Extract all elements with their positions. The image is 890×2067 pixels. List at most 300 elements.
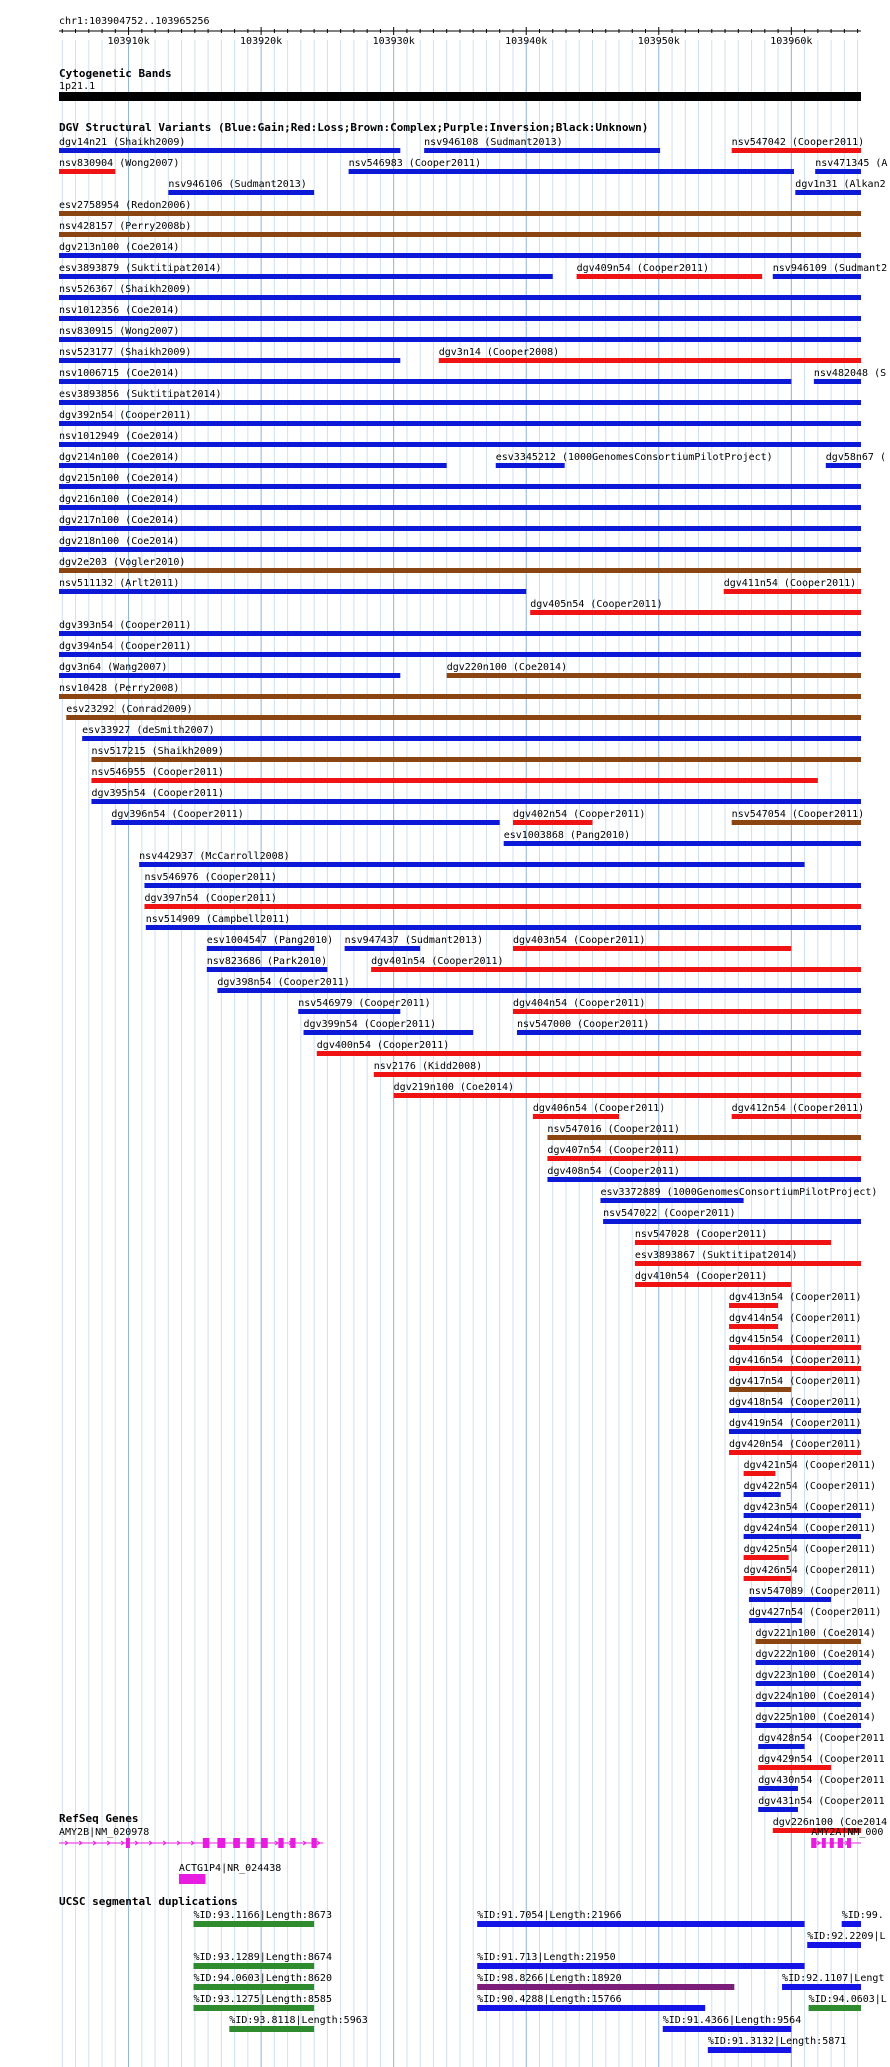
dgv-label: dgv398n54 (Cooper2011) <box>217 977 350 988</box>
dgv-feature[interactable] <box>530 599 861 615</box>
dgv-bar[interactable] <box>146 925 861 930</box>
dgv-bar[interactable] <box>59 211 861 216</box>
refseq-gene[interactable] <box>811 1827 883 1848</box>
dgv-label: dgv421n54 (Cooper2011) <box>743 1460 877 1471</box>
gene-exon[interactable] <box>179 1874 206 1884</box>
segdup-bar[interactable] <box>477 1921 804 1927</box>
dgv-label: dgv396n54 (Cooper2011) <box>111 809 244 820</box>
dgv-label: nsv547089 (Cooper2011) <box>748 1586 882 1597</box>
dgv-bar[interactable] <box>547 1177 861 1182</box>
dgv-bar[interactable] <box>374 1072 861 1077</box>
dgv-label: nsv946109 (Sudmant2 <box>772 263 888 274</box>
dgv-feature[interactable] <box>756 1670 876 1686</box>
cytoband-bar[interactable] <box>59 92 861 101</box>
ruler-tick-label: 103940k <box>505 36 548 47</box>
dgv-bar[interactable] <box>447 673 861 678</box>
dgv-bar[interactable] <box>749 1597 831 1602</box>
ruler-tick-label: 103920k <box>240 36 283 47</box>
dgv-bar[interactable] <box>756 1660 861 1665</box>
gene-exon[interactable] <box>311 1838 316 1848</box>
dgv-bar[interactable] <box>59 400 861 405</box>
dgv-feature[interactable] <box>732 809 864 825</box>
dgv-feature[interactable] <box>814 368 886 384</box>
dgv-bar[interactable] <box>59 526 861 531</box>
dgv-label: dgv402n54 (Cooper2011) <box>512 809 646 820</box>
dgv-label: nsv546983 (Cooper2011) <box>348 158 482 169</box>
dgv-label: nsv428157 (Perry2008b) <box>59 221 192 232</box>
dgv-bar[interactable] <box>91 757 861 762</box>
dgv-bar[interactable] <box>729 1303 778 1308</box>
dgv-bar[interactable] <box>758 1765 831 1770</box>
dgv-bar[interactable] <box>744 1555 789 1560</box>
dgv-feature[interactable] <box>600 1187 877 1203</box>
dgv-feature[interactable] <box>577 263 763 279</box>
segdup-bar[interactable] <box>194 1984 315 1990</box>
dgv-label: nsv823686 (Park2010) <box>206 956 328 967</box>
dgv-feature[interactable] <box>547 1124 861 1140</box>
dgv-label: dgv418n54 (Cooper2011) <box>729 1397 862 1408</box>
dgv-label: esv33927 (deSmith2007) <box>82 725 215 736</box>
dgv-bar[interactable] <box>144 904 861 909</box>
dgv-feature[interactable] <box>729 1376 861 1392</box>
refseq-genes <box>59 1827 883 1884</box>
dgv-feature[interactable] <box>732 137 864 153</box>
dgv-feature[interactable] <box>635 1271 791 1287</box>
segdup-feature[interactable] <box>708 2036 846 2053</box>
segdup-feature[interactable] <box>663 2015 801 2032</box>
segdup-label: %ID:91.713|Length:21950 <box>477 1952 616 1963</box>
dgv-bar[interactable] <box>744 1513 861 1518</box>
segdup-feature[interactable] <box>477 1952 804 1969</box>
dgv-feature[interactable] <box>724 578 861 594</box>
segdup-bar[interactable] <box>477 1984 734 1990</box>
dgv-bar[interactable] <box>59 316 861 321</box>
dgv-feature[interactable] <box>371 956 861 972</box>
dgv-feature[interactable] <box>756 1712 876 1728</box>
dgv-bar[interactable] <box>59 589 526 594</box>
dgv-label: dgv395n54 (Cooper2011) <box>91 788 224 799</box>
dgv-feature[interactable] <box>496 452 773 468</box>
dgv-feature[interactable] <box>795 179 885 195</box>
dgv-label: nsv546976 (Cooper2011) <box>144 872 277 883</box>
dgv-feature[interactable] <box>168 179 314 195</box>
dgv-bar[interactable] <box>744 1534 861 1539</box>
dgv-bar[interactable] <box>513 1009 861 1014</box>
segdup-feature[interactable] <box>477 1973 734 1990</box>
dgv-feature[interactable] <box>59 263 553 279</box>
dgv-bar[interactable] <box>59 253 861 258</box>
dgv-bar[interactable] <box>773 274 861 279</box>
dgv-feature[interactable] <box>744 1565 876 1581</box>
dgv-feature[interactable] <box>59 368 791 384</box>
dgv-feature[interactable] <box>59 452 447 468</box>
dgv-bar[interactable] <box>317 1051 861 1056</box>
segdup-feature[interactable] <box>807 1931 885 1948</box>
dgv-bar[interactable] <box>371 967 861 972</box>
dgv-bar[interactable] <box>59 295 861 300</box>
dgv-feature[interactable] <box>349 158 794 174</box>
dgv-feature[interactable] <box>82 725 861 741</box>
segdup-bar[interactable] <box>194 1921 315 1927</box>
dgv-bar[interactable] <box>758 1786 798 1791</box>
dgv-feature[interactable] <box>547 1166 861 1182</box>
dgv-feature[interactable] <box>91 767 817 783</box>
dgv-bar[interactable] <box>59 484 861 489</box>
dgv-label: esv3345212 (1000GenomesConsortiumPilotProject) <box>495 452 773 463</box>
dgv-bar[interactable] <box>744 1471 776 1476</box>
dgv-bar[interactable] <box>59 568 861 573</box>
dgv-bar[interactable] <box>59 547 861 552</box>
ruler-tick-label: 103960k <box>770 36 813 47</box>
segdup-bar[interactable] <box>229 2026 314 2032</box>
dgv-feature[interactable] <box>744 1502 876 1518</box>
dgv-bar[interactable] <box>533 1114 619 1119</box>
dgv-feature[interactable] <box>59 662 400 678</box>
dgv-feature[interactable] <box>424 137 660 153</box>
segdup-feature[interactable] <box>194 1910 332 1927</box>
dgv-bar[interactable] <box>59 148 400 153</box>
dgv-label: dgv415n54 (Cooper2011) <box>729 1334 862 1345</box>
dgv-bar[interactable] <box>82 736 861 741</box>
dgv-feature[interactable] <box>547 1145 861 1161</box>
dgv-bar[interactable] <box>530 610 861 615</box>
dgv-feature[interactable] <box>207 956 328 972</box>
segdup-bar[interactable] <box>809 2005 861 2011</box>
dgv-feature[interactable] <box>317 1040 861 1056</box>
dgv-bar[interactable] <box>756 1702 861 1707</box>
gene-exon[interactable] <box>203 1838 210 1848</box>
gene-label: AMY2A|NM_000 <box>811 1827 884 1838</box>
dgv-label: esv1003868 (Pang2010) <box>503 830 631 841</box>
dgv-feature[interactable] <box>139 851 804 867</box>
dgv-feature[interactable] <box>758 1796 884 1812</box>
dgv-label: dgv393n54 (Cooper2011) <box>59 620 192 631</box>
dgv-bar[interactable] <box>547 1135 861 1140</box>
dgv-bar[interactable] <box>744 1576 792 1581</box>
dgv-bar[interactable] <box>729 1408 861 1413</box>
dgv-bar[interactable] <box>635 1282 791 1287</box>
dgv-bar[interactable] <box>749 1618 802 1623</box>
dgv-bar[interactable] <box>304 1030 474 1035</box>
dgv-feature[interactable] <box>146 914 861 930</box>
dgv-feature[interactable] <box>517 1019 861 1035</box>
dgv-label: dgv410n54 (Cooper2011) <box>634 1271 768 1282</box>
dgv-label: nsv517215 (Shaikh2009) <box>91 746 224 757</box>
dgv-label: dgv218n100 (Coe2014) <box>59 536 180 547</box>
dgv-feature[interactable] <box>744 1523 876 1539</box>
dgv-bar[interactable] <box>207 967 328 972</box>
gene-exon[interactable] <box>233 1838 240 1848</box>
segdup-feature[interactable] <box>477 1994 705 2011</box>
segdup-bar[interactable] <box>194 2005 315 2011</box>
dgv-feature[interactable] <box>447 662 861 678</box>
segdup-label: %ID:94.0603|L <box>808 1994 887 2005</box>
segdup-feature[interactable] <box>842 1910 884 1927</box>
dgv-label: dgv412n54 (Cooper2011) <box>731 1103 865 1114</box>
dgv-bar[interactable] <box>59 337 861 342</box>
dgv-bar[interactable] <box>513 946 791 951</box>
dgv-feature[interactable] <box>144 872 861 888</box>
dgv-feature[interactable] <box>298 998 430 1014</box>
gene-exon[interactable] <box>290 1838 295 1848</box>
cytoband-title: Cytogenetic Bands <box>59 67 172 80</box>
dgv-feature[interactable] <box>732 1103 864 1119</box>
dgv-bar[interactable] <box>217 988 861 993</box>
dgv-bar[interactable] <box>547 1156 861 1161</box>
dgv-bar[interactable] <box>758 1807 798 1812</box>
dgv-feature[interactable] <box>91 746 861 762</box>
dgv-bar[interactable] <box>207 946 314 951</box>
dgv-bar[interactable] <box>513 820 593 825</box>
dgv-feature[interactable] <box>756 1628 876 1644</box>
dgv-label: nsv830904 (Wong2007) <box>59 158 180 169</box>
gene-exon[interactable] <box>261 1838 268 1848</box>
dgv-bar[interactable] <box>517 1030 861 1035</box>
dgv-feature[interactable] <box>729 1292 861 1308</box>
dgv-feature[interactable] <box>826 452 886 468</box>
dgv-bar[interactable] <box>424 148 660 153</box>
dgv-bar[interactable] <box>635 1261 861 1266</box>
dgv-label: dgv428n54 (Cooper2011 <box>758 1733 885 1744</box>
segdup-feature[interactable] <box>194 1994 332 2011</box>
dgv-feature[interactable] <box>513 998 861 1014</box>
dgv-bar[interactable] <box>59 358 400 363</box>
dgv-bar[interactable] <box>635 1240 831 1245</box>
dgv-label: dgv222n100 (Coe2014) <box>755 1649 876 1660</box>
dgv-bar[interactable] <box>729 1450 861 1455</box>
dgv-feature[interactable] <box>815 158 887 174</box>
dgv-bar[interactable] <box>814 379 861 384</box>
refseq-gene[interactable] <box>179 1863 281 1884</box>
dgv-feature[interactable] <box>504 830 861 846</box>
dgv-label: nsv547042 (Cooper2011) <box>731 137 865 148</box>
dgv-bar[interactable] <box>600 1198 743 1203</box>
dgv-bar[interactable] <box>729 1429 861 1434</box>
dgv-bar[interactable] <box>59 673 400 678</box>
segdup-bar[interactable] <box>477 1963 804 1969</box>
dgv-feature[interactable] <box>59 347 400 363</box>
dgv-label: dgv411n54 (Cooper2011) <box>723 578 857 589</box>
segdup-label: %ID:93.8118|Length:5963 <box>229 2015 368 2026</box>
dgv-label: nsv526367 (Shaikh2009) <box>59 284 192 295</box>
dgv-label: esv3893867 (Suktitipat2014) <box>634 1250 798 1261</box>
segdup-feature[interactable] <box>782 1973 884 1990</box>
dgv-label: dgv225n100 (Coe2014) <box>755 1712 876 1723</box>
dgv-label: dgv215n100 (Coe2014) <box>59 473 180 484</box>
dgv-bar[interactable] <box>496 463 565 468</box>
dgv-bar[interactable] <box>603 1219 861 1224</box>
dgv-bar[interactable] <box>91 778 817 783</box>
dgv-label: dgv424n54 (Cooper2011) <box>743 1523 877 1534</box>
dgv-label: dgv224n100 (Coe2014) <box>755 1691 876 1702</box>
gene-exon[interactable] <box>217 1838 225 1848</box>
dgv-bar[interactable] <box>59 274 553 279</box>
segdup-bar[interactable] <box>663 2026 792 2032</box>
dgv-bar[interactable] <box>504 841 861 846</box>
dgv-bar[interactable] <box>59 463 447 468</box>
dgv-bar[interactable] <box>59 379 791 384</box>
dgv-label: nsv946108 (Sudmant2013) <box>424 137 563 148</box>
dgv-feature[interactable] <box>66 704 861 720</box>
dgv-label: dgv226n100 (Coe2014 <box>772 1817 888 1828</box>
gene-exon[interactable] <box>126 1838 130 1848</box>
dgv-bar[interactable] <box>732 148 861 153</box>
dgv-feature[interactable] <box>749 1607 881 1623</box>
dgv-label: nsv547000 (Cooper2011) <box>516 1019 650 1030</box>
segdup-bar[interactable] <box>782 1984 861 1990</box>
dgv-feature[interactable] <box>758 1754 884 1770</box>
dgv-bar[interactable] <box>826 463 861 468</box>
dgv-label: dgv413n54 (Cooper2011) <box>729 1292 862 1303</box>
dgv-bar[interactable] <box>349 169 794 174</box>
segdup-feature[interactable] <box>229 2015 367 2032</box>
dgv-bar[interactable] <box>66 715 861 720</box>
refseq-gene[interactable] <box>59 1827 323 1848</box>
dgv-feature[interactable] <box>773 263 887 279</box>
dgv-label: dgv431n54 (Cooper2011 <box>758 1796 885 1807</box>
dgv-label: dgv409n54 (Cooper2011) <box>576 263 710 274</box>
dgv-feature[interactable] <box>729 1334 861 1350</box>
segdup-bar[interactable] <box>477 2005 705 2011</box>
segdup-feature[interactable] <box>477 1910 804 1927</box>
dgv-feature[interactable] <box>513 809 645 825</box>
dgv-feature[interactable] <box>603 1208 861 1224</box>
dgv-feature[interactable] <box>758 1733 884 1749</box>
dgv-bar[interactable] <box>59 442 861 447</box>
dgv-feature[interactable] <box>439 347 861 363</box>
dgv-bar[interactable] <box>795 190 861 195</box>
dgv-feature[interactable] <box>374 1061 861 1077</box>
dgv-feature[interactable] <box>729 1439 861 1455</box>
dgv-bar[interactable] <box>59 232 861 237</box>
dgv-feature[interactable] <box>513 935 791 951</box>
dgv-bar[interactable] <box>298 1009 400 1014</box>
dgv-feature[interactable] <box>749 1586 881 1602</box>
segdup-bar[interactable] <box>807 1942 861 1948</box>
dgv-bar[interactable] <box>59 652 861 657</box>
gene-exon[interactable] <box>847 1838 851 1848</box>
gene-exon[interactable] <box>830 1838 834 1848</box>
dgv-bar[interactable] <box>394 1093 861 1098</box>
dgv-label: dgv392n54 (Cooper2011) <box>59 410 192 421</box>
dgv-feature[interactable] <box>729 1313 861 1329</box>
dgv-feature[interactable] <box>744 1481 876 1497</box>
segdup-bar[interactable] <box>842 1921 861 1927</box>
dgv-feature[interactable] <box>729 1355 861 1371</box>
gene-exon[interactable] <box>811 1838 816 1848</box>
dgv-bar[interactable] <box>144 883 861 888</box>
dgv-bar[interactable] <box>729 1345 861 1350</box>
dgv-label: dgv221n100 (Coe2014) <box>755 1628 876 1639</box>
dgv-feature[interactable] <box>729 1397 861 1413</box>
dgv-feature[interactable] <box>635 1229 831 1245</box>
refseq-track <box>59 1812 883 1884</box>
dgv-bar[interactable] <box>732 1114 861 1119</box>
segdup-label: %ID:93.1166|Length:8673 <box>193 1910 332 1921</box>
dgv-bar[interactable] <box>724 589 861 594</box>
dgv-bar[interactable] <box>111 820 499 825</box>
dgv-label: dgv423n54 (Cooper2011) <box>743 1502 877 1513</box>
dgv-feature[interactable] <box>635 1250 861 1266</box>
segdup-label: %ID:90.4288|Length:15766 <box>477 1994 622 2005</box>
dgv-label: dgv2e203 (Vogler2010) <box>59 557 186 568</box>
dgv-label: esv23292 (Conrad2009) <box>66 704 193 715</box>
dgv-label: nsv830915 (Wong2007) <box>59 326 180 337</box>
dgv-bar[interactable] <box>756 1681 861 1686</box>
dgv-feature[interactable] <box>59 158 179 174</box>
dgv-bar[interactable] <box>729 1366 861 1371</box>
dgv-bar[interactable] <box>756 1723 861 1728</box>
dgv-label: nsv947437 (Sudmant2013) <box>344 935 484 946</box>
dgv-bar[interactable] <box>91 799 861 804</box>
dgv-label: nsv471345 (A <box>815 158 888 169</box>
dgv-bar[interactable] <box>729 1324 778 1329</box>
dgv-label: nsv442937 (McCarroll2008) <box>139 851 290 862</box>
gene-exon[interactable] <box>278 1838 283 1848</box>
dgv-bar[interactable] <box>59 169 115 174</box>
dgv-label: nsv514909 (Campbell2011) <box>145 914 291 925</box>
segdup-feature[interactable] <box>194 1973 332 1990</box>
gene-exon[interactable] <box>822 1838 826 1848</box>
dgv-label: dgv216n100 (Coe2014) <box>59 494 180 505</box>
segdup-bar[interactable] <box>708 2047 792 2053</box>
dgv-bar[interactable] <box>59 421 861 426</box>
dgv-label: dgv397n54 (Cooper2011) <box>144 893 277 904</box>
segdup-feature[interactable] <box>809 1994 887 2011</box>
dgv-feature[interactable] <box>144 893 861 909</box>
dgv-feature[interactable] <box>345 935 483 951</box>
dgv-bar[interactable] <box>744 1492 781 1497</box>
dgv-bar[interactable] <box>756 1639 861 1644</box>
dgv-bar[interactable] <box>345 946 421 951</box>
dgv-bar[interactable] <box>168 190 314 195</box>
gene-exon[interactable] <box>838 1838 843 1848</box>
dgv-feature[interactable] <box>744 1544 876 1560</box>
dgv-label: dgv399n54 (Cooper2011) <box>303 1019 436 1030</box>
segdup-feature[interactable] <box>194 1952 332 1969</box>
dgv-feature[interactable] <box>758 1775 884 1791</box>
dgv-bar[interactable] <box>59 694 861 699</box>
dgv-bar[interactable] <box>59 631 861 636</box>
dgv-bar[interactable] <box>59 505 861 510</box>
segdup-bar[interactable] <box>194 1963 315 1969</box>
gene-exon[interactable] <box>247 1838 255 1848</box>
segdup-label: %ID:93.1275|Length:8585 <box>193 1994 332 2005</box>
dgv-bar[interactable] <box>732 820 861 825</box>
dgv-bar[interactable] <box>758 1744 804 1749</box>
dgv-feature[interactable] <box>59 578 526 594</box>
dgv-feature[interactable] <box>59 137 400 153</box>
dgv-bar[interactable] <box>729 1387 791 1392</box>
dgv-bar[interactable] <box>815 169 861 174</box>
dgv-feature[interactable] <box>111 809 499 825</box>
dgv-label: dgv3n64 (Wang2007) <box>59 662 168 673</box>
dgv-label: dgv403n54 (Cooper2011) <box>512 935 646 946</box>
dgv-feature[interactable] <box>756 1649 876 1665</box>
dgv-feature[interactable] <box>91 788 861 804</box>
dgv-label: nsv2176 (Kidd2008) <box>373 1061 483 1072</box>
dgv-feature[interactable] <box>729 1418 861 1434</box>
dgv-feature[interactable] <box>756 1691 876 1707</box>
segdup-title: UCSC segmental duplications <box>59 1895 238 1908</box>
dgv-bar[interactable] <box>577 274 763 279</box>
dgv-feature[interactable] <box>304 1019 474 1035</box>
cytoband-label: 1p21.1 <box>59 81 96 92</box>
dgv-bar[interactable] <box>139 862 804 867</box>
dgv-feature[interactable] <box>744 1460 876 1476</box>
dgv-label: nsv547054 (Cooper2011) <box>731 809 865 820</box>
dgv-bar[interactable] <box>439 358 861 363</box>
